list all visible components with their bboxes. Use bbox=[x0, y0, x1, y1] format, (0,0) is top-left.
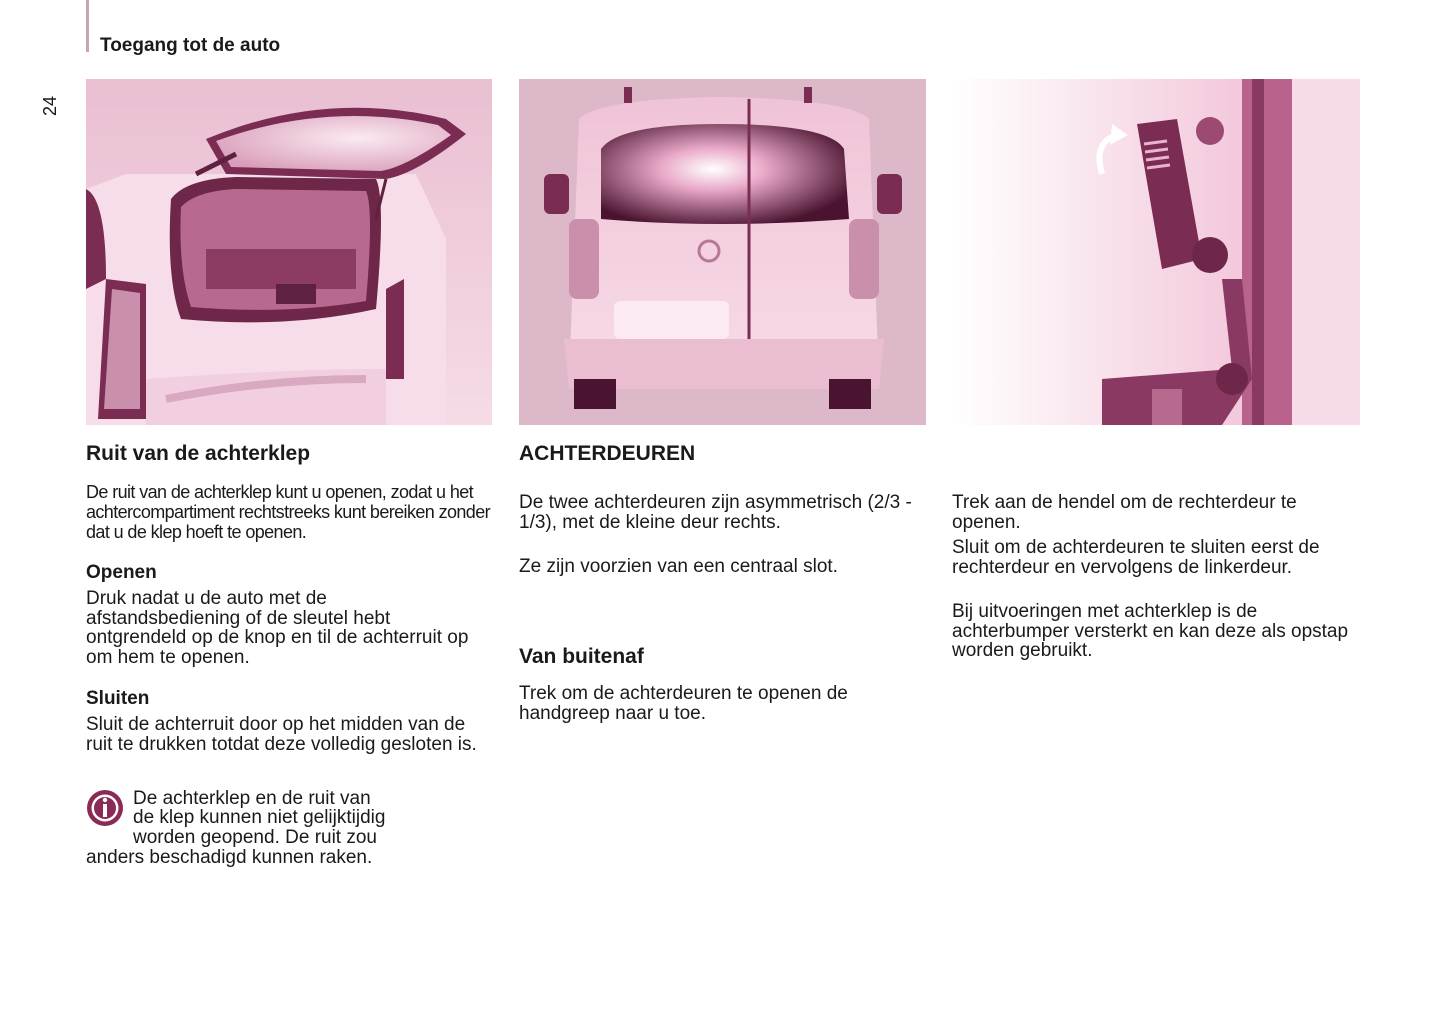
door-lever-illustration bbox=[952, 79, 1360, 425]
rear-window-open-illustration bbox=[86, 79, 492, 425]
header-divider bbox=[86, 0, 89, 52]
col1-title: Ruit van de achterklep bbox=[86, 442, 311, 465]
section-title: Toegang tot de auto bbox=[100, 35, 281, 56]
col2-outside-text: Trek om de achterdeuren te openen de handgreep naar u toe. bbox=[519, 683, 848, 724]
col2-text-2: Ze zijn voorzien van een centraal slot. bbox=[519, 556, 838, 577]
col2-text-1: De twee achterdeuren zijn asymmetrisch (2/3 - 1/3), met de kleine deur rechts. bbox=[519, 492, 912, 533]
col3-text-1: Trek aan de hendel om de rechterdeur te openen. bbox=[952, 492, 1297, 533]
col1-close-text: Sluit de achterruit door op het midden van de ruit te drukken totdat deze volledig gesloten is. bbox=[86, 714, 477, 755]
col1-intro: De ruit van de achterklep kunt u openen, zodat u het achtercompartiment rechtstreeks kunt bereiken zonder dat u de klep hoeft te openen. bbox=[86, 482, 491, 542]
info-icon bbox=[86, 789, 124, 827]
page-number-text: 24 bbox=[40, 95, 60, 116]
col1-close-heading: Sluiten bbox=[86, 688, 150, 709]
info-line-4: anders beschadigd kunnen raken. bbox=[86, 847, 373, 868]
info-line-3: worden geopend. De ruit zou bbox=[133, 827, 377, 848]
col3-text-3: Bij uitvoeringen met achterklep is de achterbumper versterkt en kan deze als opstap worden gebruikt. bbox=[952, 601, 1349, 661]
col1-open-heading: Openen bbox=[86, 562, 157, 583]
col3-text-2: Sluit om de achterdeuren te sluiten eerst de rechterdeur en vervolgens de linkerdeur. bbox=[952, 537, 1320, 578]
col2-title: ACHTERDEUREN bbox=[519, 442, 696, 465]
col2-outside-heading: Van buitenaf bbox=[519, 645, 644, 668]
info-line-2: de klep kunnen niet gelijktijdig bbox=[133, 807, 386, 828]
rear-doors-illustration bbox=[519, 79, 926, 425]
page-number bbox=[40, 86, 61, 116]
info-line-1: De achterklep en de ruit van bbox=[133, 788, 371, 809]
col1-open-text: Druk nadat u de auto met de afstandsbediening of de sleutel hebt ontgrendeld op de knop en til de achterruit op om hem te openen. bbox=[86, 588, 469, 668]
